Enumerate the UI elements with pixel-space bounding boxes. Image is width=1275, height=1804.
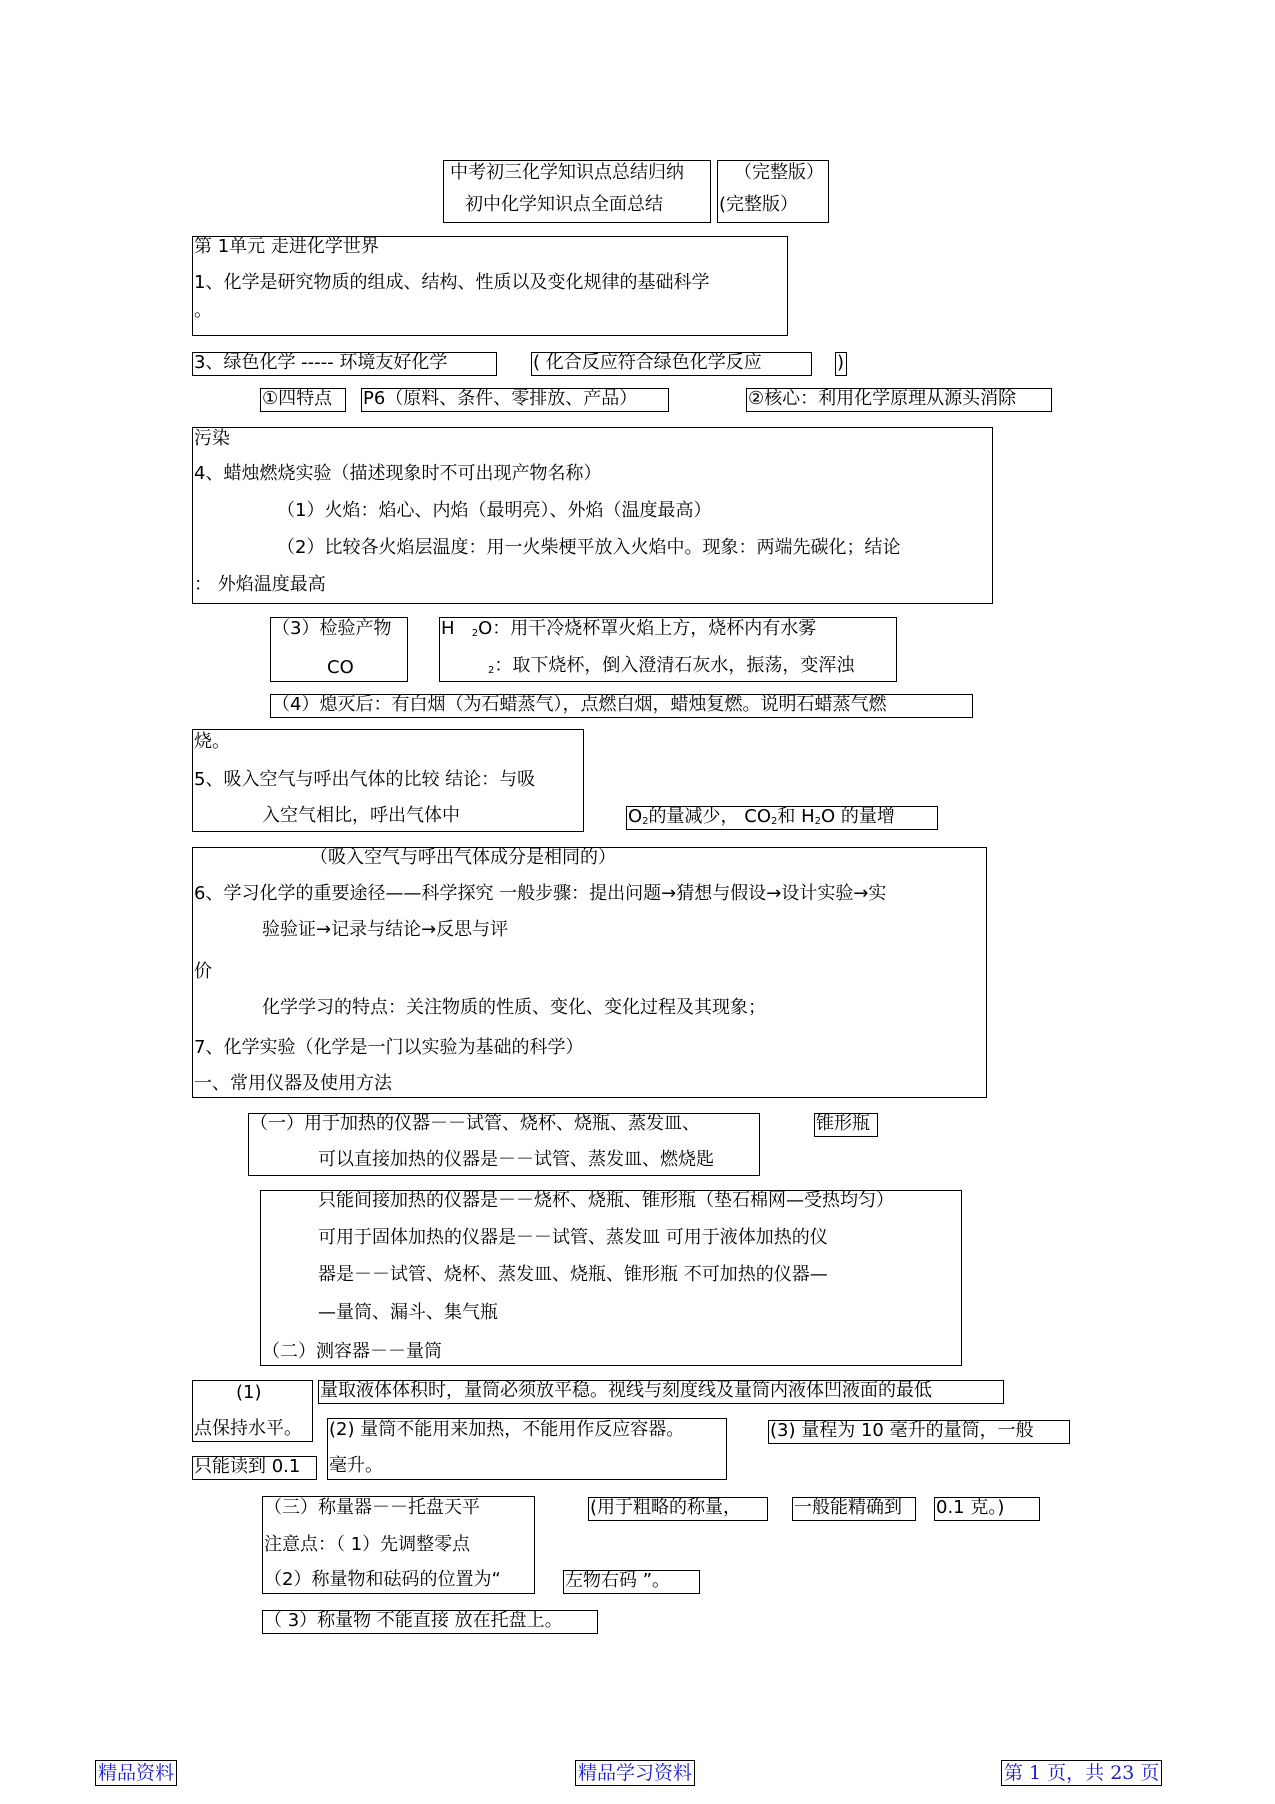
item4-3a-text: （3）检验产物	[272, 618, 392, 639]
title-line1: 中考初三化学知识点总结归纳	[450, 162, 684, 183]
item4-4b-text: 烧。	[194, 731, 230, 752]
h2o-text: H $_2$O：用干冷烧杯罩火焰上方，烧杯内有水雾	[441, 618, 817, 639]
unit1-item1-end: 。	[194, 300, 212, 321]
h2o-h: H	[441, 618, 455, 639]
item4-2-text: （2）比较各火焰层温度：用一火柴梗平放入火焰中。现象：两端先碳化；结论	[277, 537, 901, 558]
bal-note-text: (用于粗略的称量，	[590, 1497, 742, 1518]
heat2-text: 可以直接加热的仪器是－－试管、蒸发皿、燃烧匙	[318, 1149, 714, 1170]
sec1-text: 一、常用仪器及使用方法	[194, 1073, 392, 1094]
item5c-rest3: O 的量增	[821, 806, 895, 827]
cyl1a-text: (1)	[236, 1382, 262, 1403]
footer-right: 第 1 页，共 23 页	[1001, 1760, 1162, 1786]
bal4-text: （ 3）称量物 不能直接 放在托盘上。	[264, 1610, 563, 1631]
measure-text: （二）测容器－－量筒	[262, 1341, 442, 1362]
conical-text: 锥形瓶	[816, 1113, 870, 1134]
co2-rest: ：取下烧杯，倒入澄清石灰水，振荡，变浑浊	[494, 655, 855, 676]
item5c-rest1: 的量减少， CO	[648, 806, 772, 827]
bal3-box-text: 左物右码 ”。	[565, 1570, 671, 1591]
item3-close: )	[837, 352, 845, 373]
cyl2a-text: (2) 量筒不能用来加热，不能用作反应容器。	[329, 1419, 685, 1440]
cyl3b-text: 只能读到 0.1	[194, 1456, 301, 1477]
cyl2b-text: 毫升。	[329, 1455, 383, 1476]
title-line2: 初中化学知识点全面总结	[465, 194, 663, 215]
bal3-text: （2）称量物和砝码的位置为“	[264, 1569, 501, 1590]
p6-text: P6（原料、条件、零排放、产品）	[363, 388, 638, 409]
co2-text: $_2$：取下烧杯，倒入澄清石灰水，振荡，变浑浊	[488, 655, 855, 676]
unit1-item1: 1、化学是研究物质的组成、结构、性质以及变化规律的基础科学	[194, 272, 710, 293]
h2o-rest: O：用干冷烧杯罩火焰上方，烧杯内有水雾	[478, 618, 817, 639]
core-text: ②核心：利用化学原理从源头消除	[748, 388, 1017, 409]
item5b-text: 入空气相比，呼出气体中	[262, 805, 460, 826]
item4-3b-text: CO	[327, 657, 354, 678]
item4-text: 4、蜡烛燃烧实验（描述现象时不可出现产物名称）	[194, 463, 602, 484]
cyl3-text: (3) 量程为 10 毫升的量筒，一般	[770, 1420, 1034, 1441]
heat3-text: 只能间接加热的仪器是－－烧杯、烧瓶、锥形瓶（垫石棉网—受热均匀）	[318, 1190, 894, 1211]
item6b-text: 验验证→记录与结论→反思与评	[262, 919, 509, 940]
item7-text: 7、化学实验（化学是一门以实验为基础的科学）	[194, 1037, 584, 1058]
item3-label: 3、绿色化学 ----- 环境友好化学	[194, 352, 448, 373]
title-right1: （完整版）	[734, 162, 824, 183]
item6c-text: 价	[194, 961, 212, 982]
item6a-text: 6、学习化学的重要途径——科学探究 一般步骤：提出问题→猜想与假设→设计实验→实	[194, 883, 887, 904]
footer-left: 精品资料	[95, 1760, 177, 1786]
item5d-text: （吸入空气与呼出气体成分是相同的）	[310, 847, 616, 868]
pollution-text: 污染	[194, 428, 230, 449]
unit1-heading: 第 1单元 走进化学世界	[194, 236, 379, 257]
bal-note2-text: 一般能精确到	[794, 1497, 902, 1518]
item4-4-text: （4）熄灭后：有白烟（为石蜡蒸气），点燃白烟，蜡烛复燃。说明石蜡蒸气燃	[272, 694, 887, 715]
item6d-text: 化学学习的特点：关注物质的性质、变化、变化过程及其现象；	[262, 997, 766, 1018]
item5c-o2: O	[628, 806, 643, 827]
heat5-text: 器是－－试管、烧杯、蒸发皿、烧瓶、锥形瓶 不可加热的仪器—	[318, 1264, 828, 1285]
item5a-text: 5、吸入空气与呼出气体的比较 结论：与吸	[194, 769, 536, 790]
bal1-text: （三）称量器－－托盘天平	[264, 1497, 480, 1518]
footer-center: 精品学习资料	[575, 1760, 695, 1786]
item4-1-text: （1）火焰：焰心、内焰（最明亮）、外焰（温度最高）	[277, 500, 712, 521]
bal2-text: 注意点：（ 1）先调整零点	[264, 1534, 471, 1555]
feature-label: ①四特点	[262, 388, 333, 409]
item5c-text: $O_2$的量减少， $CO_2$和 $H_2O$ 的量增	[628, 806, 895, 827]
cyl1b-text: 点保持水平。	[194, 1418, 302, 1439]
item5c-rest2: 和 H	[777, 806, 815, 827]
heat1-text: （一）用于加热的仪器－－试管、烧杯、烧瓶、蒸发皿、	[250, 1113, 700, 1134]
bal-note3-text: 0.1 克。)	[936, 1497, 1005, 1518]
heat6-text: —量筒、漏斗、集气瓶	[318, 1302, 498, 1323]
item4-2b-text: ： 外焰温度最高	[194, 574, 326, 595]
title-right2: (完整版）	[719, 194, 799, 215]
cyl1-text: 量取液体体积时，量筒必须放平稳。视线与刻度线及量筒内液体凹液面的最低	[320, 1380, 932, 1401]
heat4-text: 可用于固体加热的仪器是－－试管、蒸发皿 可用于液体加热的仪	[318, 1227, 828, 1248]
item3-note: ( 化合反应符合绿色化学反应	[533, 352, 762, 373]
